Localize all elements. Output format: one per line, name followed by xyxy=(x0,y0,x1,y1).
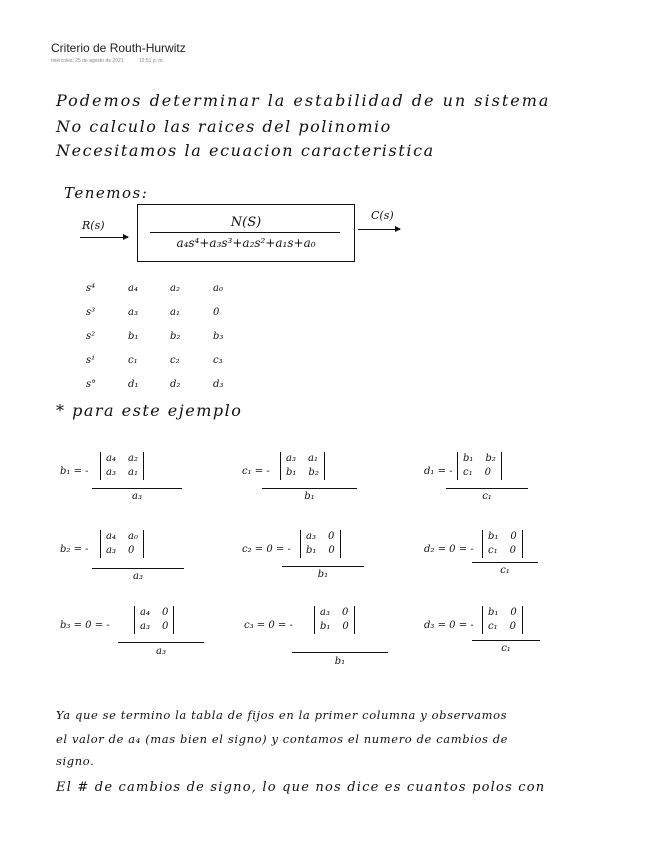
matrix-entry: b₂ xyxy=(308,467,319,478)
formula-lhs: d₂ = 0 = - xyxy=(424,544,474,555)
output-arrow xyxy=(358,229,400,230)
matrix-entry: b₁ xyxy=(320,621,331,632)
matrix-entry: b₂ xyxy=(485,453,496,464)
routh-cell: c₂ xyxy=(170,355,180,366)
determinant-matrix xyxy=(457,452,502,480)
note-time: 12:51 p. m. xyxy=(138,58,164,64)
formula-denominator: a₃ xyxy=(156,646,166,657)
matrix-entry: b₁ xyxy=(488,531,499,542)
formula-b1 xyxy=(60,452,200,508)
routh-cell: b₁ xyxy=(128,331,139,342)
intro-line-2: No calculo las raices del polinomio xyxy=(56,117,392,136)
matrix-entry: a₂ xyxy=(127,453,138,464)
fraction-bar xyxy=(118,642,204,643)
formula-b3 xyxy=(60,606,210,666)
matrix-entry: a₃ xyxy=(306,531,316,542)
determinant-matrix xyxy=(314,606,355,634)
routh-cell: d₁ xyxy=(128,379,139,390)
matrix-entry: a₄ xyxy=(106,531,116,542)
routh-cell: c₁ xyxy=(128,355,138,366)
routh-power: s² xyxy=(86,331,96,342)
matrix-entry: b₁ xyxy=(488,607,499,618)
matrix-entry: a₁ xyxy=(307,453,318,464)
determinant-matrix xyxy=(300,530,341,558)
example-heading: * para este ejemplo xyxy=(56,401,243,420)
matrix-entry: b₁ xyxy=(463,453,474,464)
formula-lhs: d₁ = - xyxy=(424,466,453,477)
formula-denominator: b₁ xyxy=(317,569,329,580)
matrix-entry: a₃ xyxy=(106,467,116,478)
formula-c1 xyxy=(242,452,372,508)
matrix-entry: 0 xyxy=(327,531,335,542)
fraction-bar xyxy=(472,640,540,641)
routh-power: s³ xyxy=(86,307,96,318)
routh-cell: b₂ xyxy=(170,331,181,342)
matrix-entry: 0 xyxy=(484,467,491,478)
matrix-entry: c₁ xyxy=(488,545,498,556)
matrix-entry: c₁ xyxy=(488,621,498,632)
determinant-matrix xyxy=(482,530,523,558)
fraction-bar xyxy=(446,488,528,489)
formula-c3 xyxy=(244,606,394,672)
determinant-matrix xyxy=(280,452,325,480)
determinant-matrix xyxy=(100,530,144,558)
routh-cell: a₀ xyxy=(213,283,223,294)
matrix-entry: 0 xyxy=(127,545,135,556)
matrix-entry: b₁ xyxy=(286,467,297,478)
matrix-entry: c₁ xyxy=(463,467,473,478)
intro-line-3: Necesitamos la ecuacion caracteristica xyxy=(56,141,435,160)
formula-lhs: b₂ = - xyxy=(60,544,89,555)
conclusion-line-3: signo. xyxy=(56,754,95,768)
matrix-entry: a₄ xyxy=(106,453,116,464)
fraction-bar xyxy=(92,568,184,569)
formula-d3 xyxy=(424,606,554,666)
tf-numerator: N(S) xyxy=(230,215,262,230)
formula-lhs: c₁ = - xyxy=(242,466,270,477)
matrix-entry: 0 xyxy=(509,621,516,632)
routh-cell: c₃ xyxy=(213,355,223,366)
input-label: R(s) xyxy=(82,219,105,232)
determinant-matrix xyxy=(100,452,144,480)
matrix-entry: a₃ xyxy=(320,607,330,618)
formula-c2 xyxy=(242,530,372,588)
routh-cell: a₄ xyxy=(128,283,138,294)
routh-cell: b₃ xyxy=(213,331,224,342)
matrix-entry: 0 xyxy=(341,607,349,618)
intro-line-1: Podemos determinar la estabilidad de un sistema xyxy=(56,91,551,110)
output-label: C(s) xyxy=(371,209,394,222)
formula-lhs: d₃ = 0 = - xyxy=(424,620,474,631)
transfer-function-box xyxy=(137,204,355,262)
fraction-bar xyxy=(262,488,357,489)
routh-power: s⁴ xyxy=(86,283,96,294)
formula-lhs: c₃ = 0 = - xyxy=(244,620,293,631)
tf-denominator: a₄s⁴+a₃s³+a₂s²+a₁s+a₀ xyxy=(176,236,316,250)
matrix-entry: a₁ xyxy=(127,467,138,478)
fraction-bar xyxy=(472,562,538,563)
formula-denominator: a₃ xyxy=(133,571,143,582)
formula-lhs: c₂ = 0 = - xyxy=(242,544,291,555)
matrix-entry: 0 xyxy=(509,545,516,556)
formula-denominator: a₃ xyxy=(132,491,142,502)
determinant-matrix xyxy=(134,606,174,634)
formula-lhs: b₁ = - xyxy=(60,466,89,477)
routh-power: s¹ xyxy=(86,355,96,366)
matrix-entry: a₀ xyxy=(127,531,138,542)
routh-cell: 0 xyxy=(213,307,220,318)
routh-power: s° xyxy=(86,379,97,390)
formula-denominator: c₁ xyxy=(501,643,511,654)
formula-d1 xyxy=(424,452,554,508)
matrix-entry: 0 xyxy=(342,621,349,632)
matrix-entry: 0 xyxy=(510,531,517,542)
formula-denominator: b₁ xyxy=(304,491,315,502)
routh-cell: a₂ xyxy=(170,283,180,294)
matrix-entry: a₃ xyxy=(140,621,150,632)
tf-fraction-bar xyxy=(150,232,340,233)
matrix-entry: 0 xyxy=(510,607,517,618)
note-date: miércoles, 25 de agosto de 2021 xyxy=(51,58,124,64)
formula-d2 xyxy=(424,530,554,588)
formula-denominator: b₁ xyxy=(334,656,346,667)
matrix-entry: b₁ xyxy=(306,545,317,556)
determinant-matrix xyxy=(482,606,523,634)
formula-denominator: c₁ xyxy=(482,491,492,502)
matrix-entry: 0 xyxy=(328,545,335,556)
conclusion-line-4: El # de cambios de signo, lo que nos dice es cuantos polos con xyxy=(56,780,546,795)
note-meta xyxy=(51,58,178,64)
routh-cell: a₁ xyxy=(170,307,180,318)
routh-cell: a₃ xyxy=(128,307,138,318)
fraction-bar xyxy=(292,652,388,653)
matrix-entry: a₃ xyxy=(286,453,296,464)
conclusion-line-1: Ya que se termino la tabla de fijos en la primer columna y observamos xyxy=(56,708,508,722)
formula-denominator: c₁ xyxy=(500,565,510,576)
routh-cell: d₃ xyxy=(213,379,224,390)
matrix-entry: a₃ xyxy=(106,545,116,556)
input-arrow xyxy=(80,237,128,238)
matrix-entry: 0 xyxy=(161,621,169,632)
formula-lhs: b₃ = 0 = - xyxy=(60,620,110,631)
fraction-bar xyxy=(282,566,364,567)
matrix-entry: a₄ xyxy=(140,607,150,618)
matrix-entry: 0 xyxy=(161,607,169,618)
formula-b2 xyxy=(60,530,200,588)
conclusion-line-2: el valor de a₄ (mas bien el signo) y contamos el numero de cambios de xyxy=(56,732,509,746)
note-title: Criterio de Routh-Hurwitz xyxy=(51,41,186,55)
routh-cell: d₂ xyxy=(170,379,181,390)
fraction-bar xyxy=(92,488,182,489)
diagram-heading: Tenemos: xyxy=(64,184,149,202)
